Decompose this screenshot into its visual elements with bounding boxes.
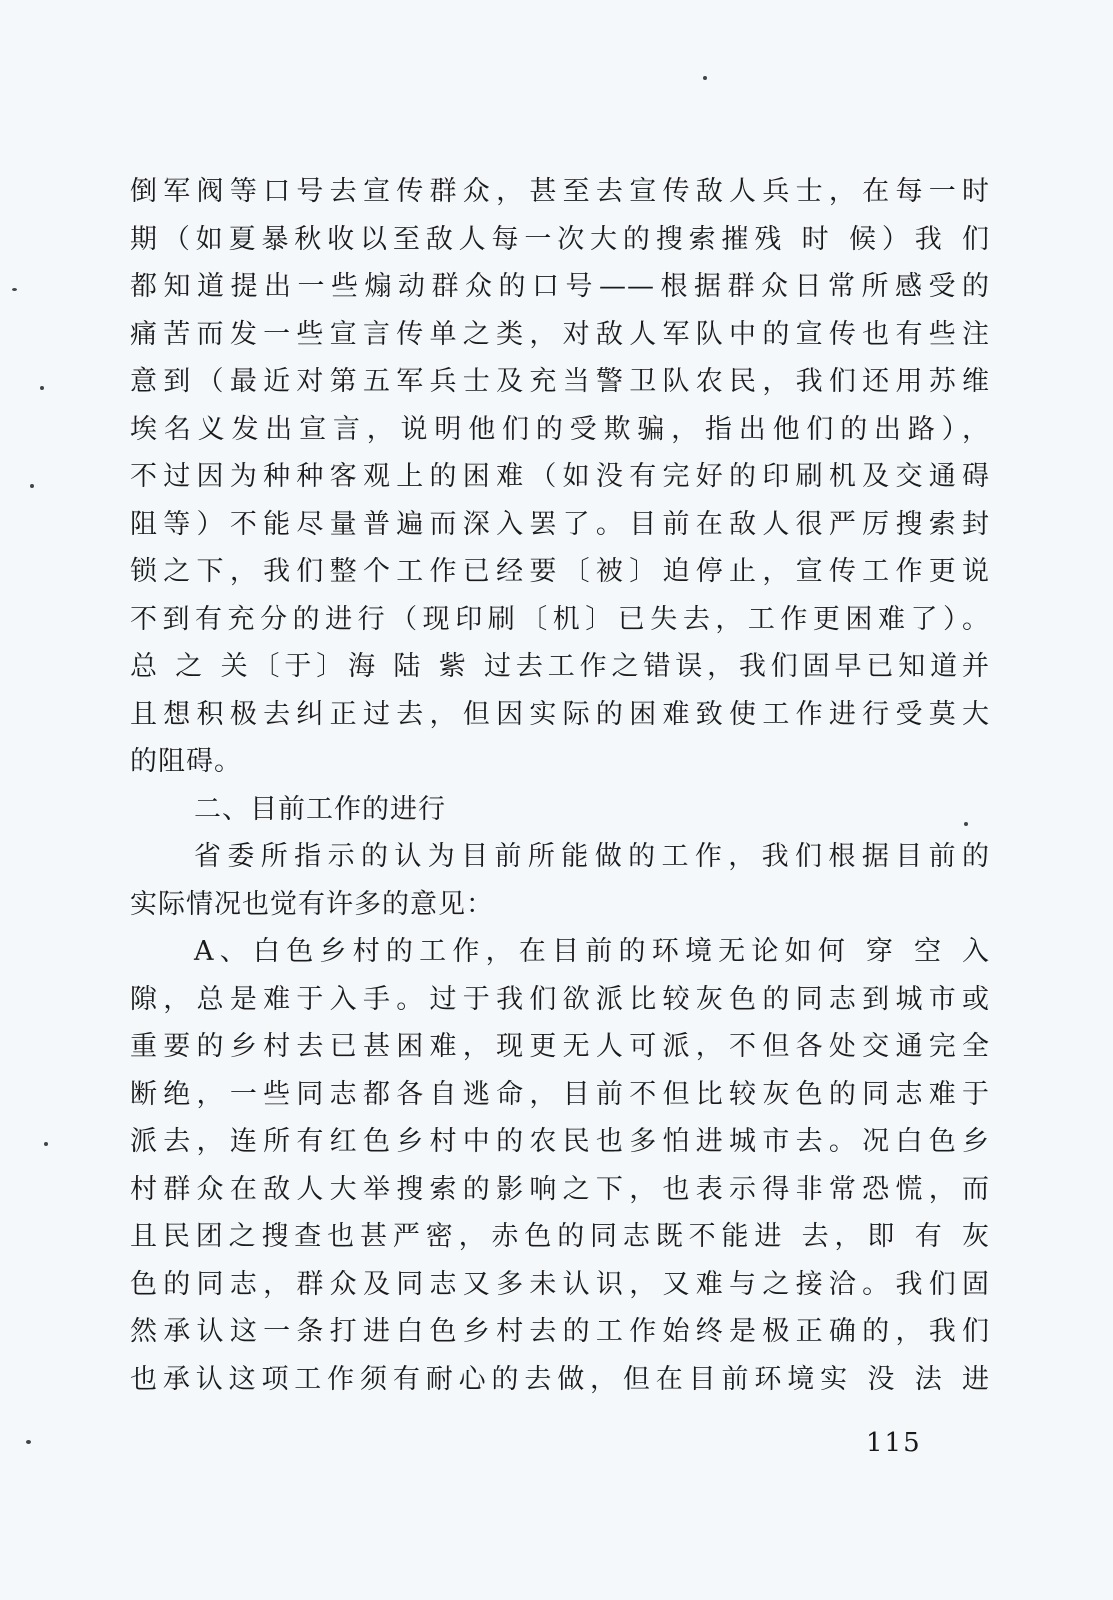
text-line: 总 之 关〔于〕海 陆 紫 过去工作之错误，我们固早已知道并 [130, 651, 990, 682]
body-text [130, 168, 990, 1403]
page-number: 115 [866, 1428, 922, 1458]
text-line: 不到有充分的进行（现印刷〔机〕已失去，工作更困难了）。 [130, 603, 990, 635]
text-line: 重要的乡村去已甚困难，现更无人可派，不但各处交通完全 [130, 1031, 990, 1062]
scan-speck [30, 484, 34, 488]
section-heading: 二、目前工作的进行 [194, 793, 446, 825]
text-line: 阻等）不能尽量普遍而深入罢了。目前在敌人很严厉搜索封 [130, 508, 990, 540]
text-line: 都知道提出一些煽动群众的口号——根据群众日常所感受的 [130, 271, 990, 302]
text-line: 的阻碍。 [130, 746, 242, 777]
text-line: 不过因为种种客观上的困难（如没有完好的印刷机及交通碍 [130, 461, 990, 492]
text-line: 然承认这一条打进白色乡村去的工作始终是极正确的，我们 [130, 1316, 990, 1347]
text-line: 意到（最近对第五军兵士及充当警卫队农民，我们还用苏维 [130, 366, 990, 397]
scan-speck [26, 1440, 31, 1444]
text-line: 倒军阀等口号去宣传群众，甚至去宣传敌人兵士，在每一时 [130, 176, 990, 207]
text-line: 村群众在敌人大举搜索的影响之下，也表示得非常恐慌，而 [130, 1173, 990, 1205]
text-line: A、白色乡村的工作，在目前的环境无论如何 穿 空 入 [194, 936, 990, 967]
text-line: 断绝，一些同志都各自逃命，目前不但比较灰色的同志难于 [130, 1078, 990, 1110]
scan-speck [964, 822, 968, 826]
text-line: 埃名义发出宣言，说明他们的受欺骗，指出他们的出路）， [130, 413, 990, 445]
text-line: 也承认这项工作须有耐心的去做，但在目前环境实 没 法 进 [130, 1363, 990, 1395]
text-line: 痛苦而发一些宣言传单之类，对敌人军队中的宣传也有些注 [130, 318, 990, 350]
scan-speck [40, 386, 44, 390]
scan-speck [12, 288, 17, 291]
scan-speck [44, 1142, 48, 1146]
text-line: 实际情况也觉有许多的意见： [130, 888, 494, 920]
scan-speck [703, 76, 707, 80]
text-line: 派去，连所有红色乡村中的农民也多怕进城市去。况白色乡 [130, 1126, 990, 1157]
text-line: 锁之下，我们整个工作已经要〔被〕迫停止，宣传工作更说 [130, 556, 990, 587]
text-line: 且民团之搜查也甚严密，赤色的同志既不能进 去，即 有 灰 [130, 1221, 990, 1252]
text-line: 色的同志，群众及同志又多未认识，又难与之接洽。我们固 [130, 1268, 990, 1300]
text-line: 隙，总是难于入手。过于我们欲派比较灰色的同志到城市或 [130, 983, 990, 1015]
text-line: 且想积极去纠正过去，但因实际的困难致使工作进行受莫大 [130, 698, 990, 730]
text-line: 期（如夏暴秋收以至敌人每一次大的搜索摧残 时 候）我 们 [130, 223, 990, 255]
text-line: 省委所指示的认为目前所能做的工作，我们根据目前的 [194, 841, 990, 872]
